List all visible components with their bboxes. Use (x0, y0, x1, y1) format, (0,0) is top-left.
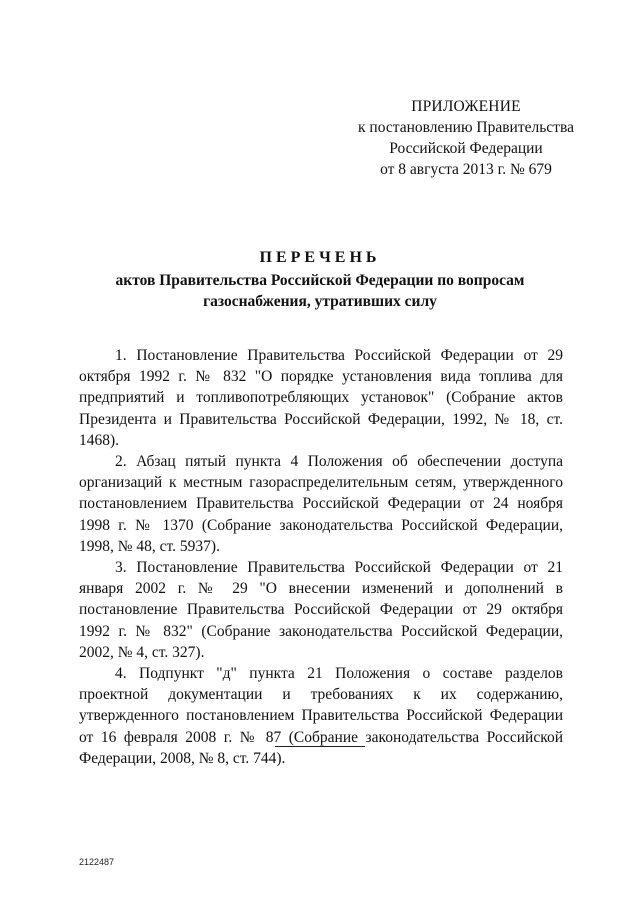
appendix-line-1: к постановлению Правительства (358, 119, 574, 136)
document-body (79, 345, 563, 769)
list-item: 4. Подпункт "д" пункта 21 Положения о составе разделов проектной документации и требованиях к их содержанию, утвержденного постановлением Правительства Российской Федерации от 16 февраля 2008 г. № 87 (Собрание законодательства Российской Федерации, 2008, № 8, ст. 744). (79, 665, 563, 767)
document-subtitle (80, 270, 560, 312)
document-title: ПЕРЕЧЕНЬ (259, 249, 381, 266)
list-item: 3. Постановление Правительства Российской Федерации от 21 января 2002 г. № 29 "О внесении изменений и дополнений в постановление Правительства Российской Федерации от 29 октября 1992 г. № 832" (Собрание законодательства Российской Федерации, 2002, № 4, ст. 327). (79, 559, 563, 661)
document-number: 2122487 (79, 857, 115, 867)
closing-divider (275, 746, 365, 747)
list-item: 2. Абзац пятый пункта 4 Положения об обеспечении доступа организаций к местным газораспределительным сетям, утвержденного постановлением Правительства Российской Федерации от 24 ноября 1998 г. № 1370 (Собрание законодательства Российской Федерации, 1998, № 48, ст. 5937). (79, 453, 563, 555)
subtitle-line-2: газоснабжения, утративших силу (203, 293, 437, 310)
appendix-line-3: от 8 августа 2013 г. № 679 (380, 161, 552, 178)
appendix-line-2: Российской Федерации (389, 140, 543, 157)
subtitle-line-1: актов Правительства Российской Федерации по вопросам (115, 272, 525, 289)
appendix-block (356, 96, 576, 180)
appendix-title: ПРИЛОЖЕНИЕ (411, 98, 521, 115)
list-item: 1. Постановление Правительства Российской Федерации от 29 октября 1992 г. № 832 "О порядке установления вида топлива для предприятий и топливопотребляющих установок" (Собрание актов Президента и Правительства Российской Федерации, 1992, № 18, ст. 1468). (79, 347, 563, 449)
